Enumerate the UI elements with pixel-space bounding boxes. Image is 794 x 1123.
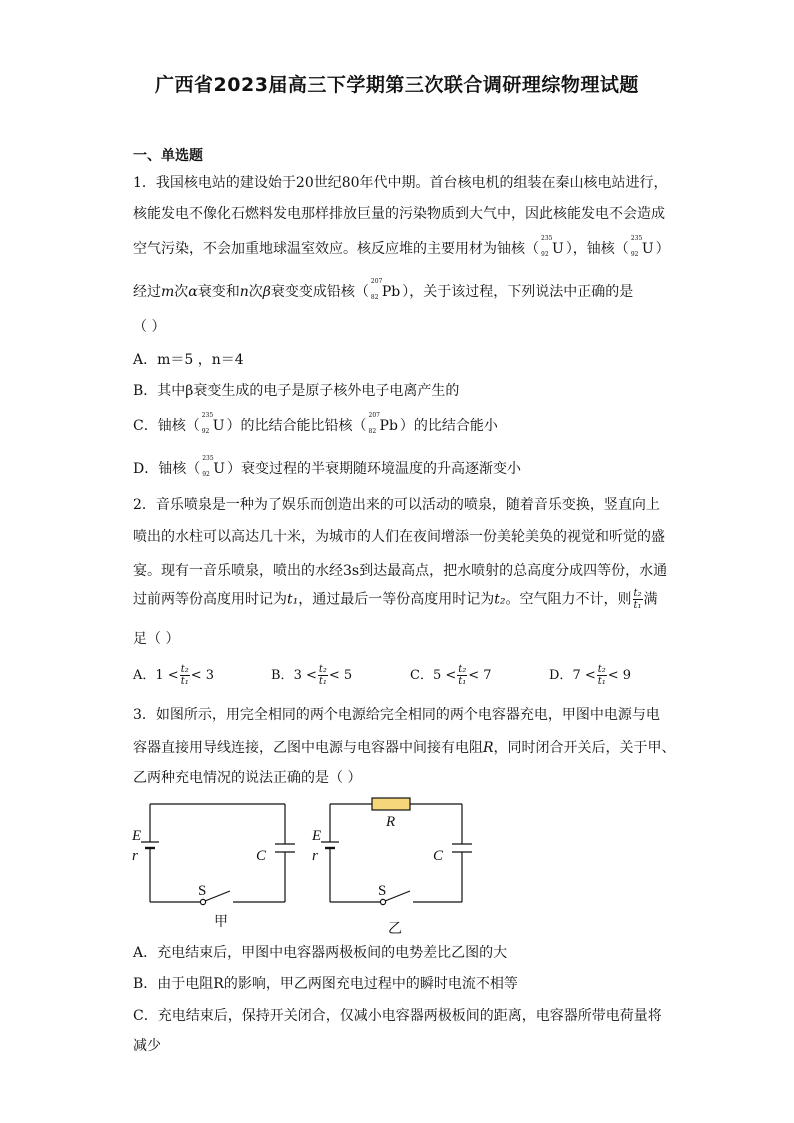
q3-option-c-line-1[interactable]: C．充电结束后，保持开关闭合，仅减小电容器两极板间的距离，电容器所带电荷量将 bbox=[133, 1008, 662, 1024]
switch-contact bbox=[380, 899, 385, 904]
var-m: m bbox=[161, 284, 175, 300]
page-title: 广西省2023届高三下学期第三次联合调研理综物理试题 bbox=[155, 74, 639, 96]
denominator: t₁ bbox=[318, 676, 327, 687]
text: 次 bbox=[248, 284, 263, 300]
symbol: U bbox=[552, 241, 564, 257]
switch-lever bbox=[385, 891, 410, 901]
var-R: R bbox=[483, 740, 494, 756]
label-S-jia: S bbox=[198, 883, 207, 899]
text: C．铀核（ bbox=[133, 418, 200, 434]
text: 过前两等份高度用时记为 bbox=[133, 591, 287, 608]
atomic-number: 82 bbox=[368, 428, 377, 435]
q2-line-2: 喷出的水柱可以高达几十米，为城市的人们在夜间增添一份美轮美奂的视觉和听觉的盛 bbox=[133, 529, 665, 545]
symbol: U bbox=[212, 418, 225, 434]
q2-option-b[interactable] bbox=[271, 664, 352, 687]
text: ），铀核（ bbox=[565, 241, 629, 257]
q1-option-c[interactable] bbox=[133, 412, 498, 435]
lead-nuclide bbox=[370, 278, 401, 301]
label: B． bbox=[271, 668, 294, 683]
q1-line-2: 核能发电不像化石燃料发电那样排放巨量的污染物质到大气中，因此核能发电不会造成 bbox=[133, 206, 665, 222]
numerator: t₂ bbox=[458, 664, 467, 675]
uranium-nuclide bbox=[201, 412, 225, 435]
uranium-nuclide bbox=[202, 455, 226, 478]
resistor bbox=[372, 798, 410, 810]
q1-line-4 bbox=[133, 278, 634, 301]
q1-line-3 bbox=[133, 235, 670, 258]
q1-option-b[interactable]: B．其中β衰变生成的电子是原子核外电子电离产生的 bbox=[133, 383, 460, 399]
mass-number: 207 bbox=[370, 278, 383, 285]
q1-option-a[interactable]: A．m＝5 ，n＝4 bbox=[133, 352, 244, 368]
label-r-yi: r bbox=[312, 848, 318, 864]
lower: 1 < bbox=[155, 668, 179, 683]
text: 满 bbox=[643, 591, 658, 608]
uranium-nuclide bbox=[541, 235, 564, 258]
text: 经过 bbox=[133, 284, 161, 300]
symbol: U bbox=[641, 241, 654, 257]
numerator: t₂ bbox=[633, 588, 642, 599]
label-C-yi: C bbox=[433, 848, 444, 864]
q2-option-d[interactable] bbox=[549, 664, 631, 687]
mass-number: 235 bbox=[201, 412, 214, 419]
q2-line-5: 足（ ） bbox=[133, 631, 180, 647]
caption-yi: 乙 bbox=[388, 921, 402, 937]
text: 容器直接用导线连接，乙图中电源与电容器中间接有电阻 bbox=[133, 740, 483, 756]
lower: 5 < bbox=[432, 668, 457, 683]
circuit-yi bbox=[321, 798, 472, 905]
symbol: Pb bbox=[381, 284, 401, 300]
denominator: t₁ bbox=[180, 676, 189, 687]
mass-number: 235 bbox=[630, 235, 643, 242]
text: ，同时闭合开关后，关于甲、 bbox=[493, 740, 676, 756]
q2-line-1: 2．音乐喷泉是一种为了娱乐而创造出来的可以活动的喷泉，随着音乐变换，竖直向上 bbox=[133, 497, 660, 513]
mass-number: 235 bbox=[202, 455, 214, 462]
uranium-nuclide bbox=[630, 235, 654, 258]
text: ）衰变过程的半衰期随环境温度的升高逐渐变小 bbox=[227, 461, 522, 477]
text: 。空气阻力不计，则 bbox=[505, 591, 632, 608]
text: 衰变和 bbox=[197, 284, 240, 300]
beta: β bbox=[262, 284, 271, 300]
q3-option-a[interactable]: A．充电结束后，甲图中电容器两极板间的电势差比乙图的大 bbox=[133, 945, 508, 961]
denominator: t₁ bbox=[633, 600, 642, 611]
q3-option-c-line-2[interactable]: 减少 bbox=[133, 1038, 161, 1054]
lead-nuclide bbox=[368, 412, 398, 435]
text: 次 bbox=[174, 284, 189, 300]
atomic-number: 92 bbox=[541, 251, 549, 258]
q3-option-b[interactable]: B．由于电阻R的影响，甲乙两图充电过程中的瞬时电流不相等 bbox=[133, 976, 518, 992]
q3-line-1: 3．如图所示，用完全相同的两个电源给完全相同的两个电容器充电，甲图中电源与电 bbox=[133, 707, 660, 723]
q2-option-c[interactable] bbox=[410, 664, 492, 687]
mass-number: 207 bbox=[368, 412, 380, 419]
text: ，通过最后一等份高度用时记为 bbox=[298, 591, 495, 608]
numerator: t₂ bbox=[318, 664, 327, 675]
upper: < 5 bbox=[328, 668, 353, 683]
lower: 3 < bbox=[293, 668, 317, 683]
ratio-fraction bbox=[457, 664, 467, 687]
label: A． bbox=[133, 668, 156, 683]
text: ）的比结合能比铅核（ bbox=[226, 418, 367, 434]
text: ），关于该过程，下列说法中正确的是 bbox=[402, 284, 634, 300]
ratio-fraction bbox=[318, 664, 328, 687]
atomic-number: 92 bbox=[202, 471, 210, 478]
switch-contact bbox=[200, 899, 205, 904]
label-E-jia: E bbox=[132, 828, 142, 844]
q2-line-4 bbox=[133, 588, 658, 611]
symbol: U bbox=[213, 461, 226, 477]
text: ） bbox=[655, 241, 670, 257]
numerator: t₂ bbox=[180, 664, 189, 675]
t1: t₁ bbox=[287, 591, 299, 608]
text: 衰变变成铅核（ bbox=[270, 284, 369, 300]
label-R: R bbox=[386, 814, 396, 830]
q1-option-d[interactable] bbox=[133, 455, 522, 478]
upper: < 7 bbox=[468, 668, 492, 683]
q1-answer-bracket: （ ） bbox=[133, 319, 166, 335]
var-n: n bbox=[239, 284, 249, 300]
section-heading: 一、单选题 bbox=[133, 148, 203, 164]
alpha: α bbox=[188, 284, 198, 300]
circuit-jia bbox=[141, 804, 295, 905]
numerator: t₂ bbox=[597, 664, 606, 675]
label-E-yi: E bbox=[312, 828, 322, 844]
label-C-jia: C bbox=[256, 848, 267, 864]
label-S-yi: S bbox=[378, 883, 387, 899]
circuit-diagram bbox=[130, 792, 490, 938]
text: ）的比结合能小 bbox=[399, 418, 498, 434]
symbol: Pb bbox=[379, 418, 398, 434]
atomic-number: 82 bbox=[370, 294, 379, 301]
upper: < 9 bbox=[607, 668, 632, 683]
lower: 7 < bbox=[572, 668, 596, 683]
label: C． bbox=[410, 668, 433, 683]
denominator: t₁ bbox=[458, 676, 467, 687]
label-r-jia: r bbox=[132, 848, 138, 864]
atomic-number: 92 bbox=[201, 428, 210, 435]
q2-line-3: 宴。现有一音乐喷泉，喷出的水经3s到达最高点，把水喷射的总高度分成四等份，水通 bbox=[133, 563, 668, 579]
ratio-fraction bbox=[180, 664, 190, 687]
switch-lever bbox=[205, 891, 230, 901]
atomic-number: 92 bbox=[630, 251, 639, 258]
caption-jia: 甲 bbox=[214, 914, 228, 930]
q1-line-1: 1．我国核电站的建设始于20世纪80年代中期。首台核电机的组装在秦山核电站进行， bbox=[133, 175, 668, 191]
text: 空气污染，不会加重地球温室效应。核反应堆的主要用材为铀核（ bbox=[133, 241, 539, 257]
denominator: t₁ bbox=[597, 676, 606, 687]
q3-line-2 bbox=[133, 737, 676, 757]
text: D．铀核（ bbox=[133, 461, 201, 477]
upper: < 3 bbox=[190, 668, 215, 683]
label: D． bbox=[549, 668, 573, 683]
mass-number: 235 bbox=[541, 235, 553, 242]
ratio-fraction bbox=[597, 664, 607, 687]
q2-option-a[interactable] bbox=[133, 664, 214, 687]
ratio-fraction bbox=[633, 588, 643, 611]
q3-line-3: 乙两种充电情况的说法正确的是（ ） bbox=[133, 770, 362, 786]
t2: t₂ bbox=[494, 591, 506, 608]
